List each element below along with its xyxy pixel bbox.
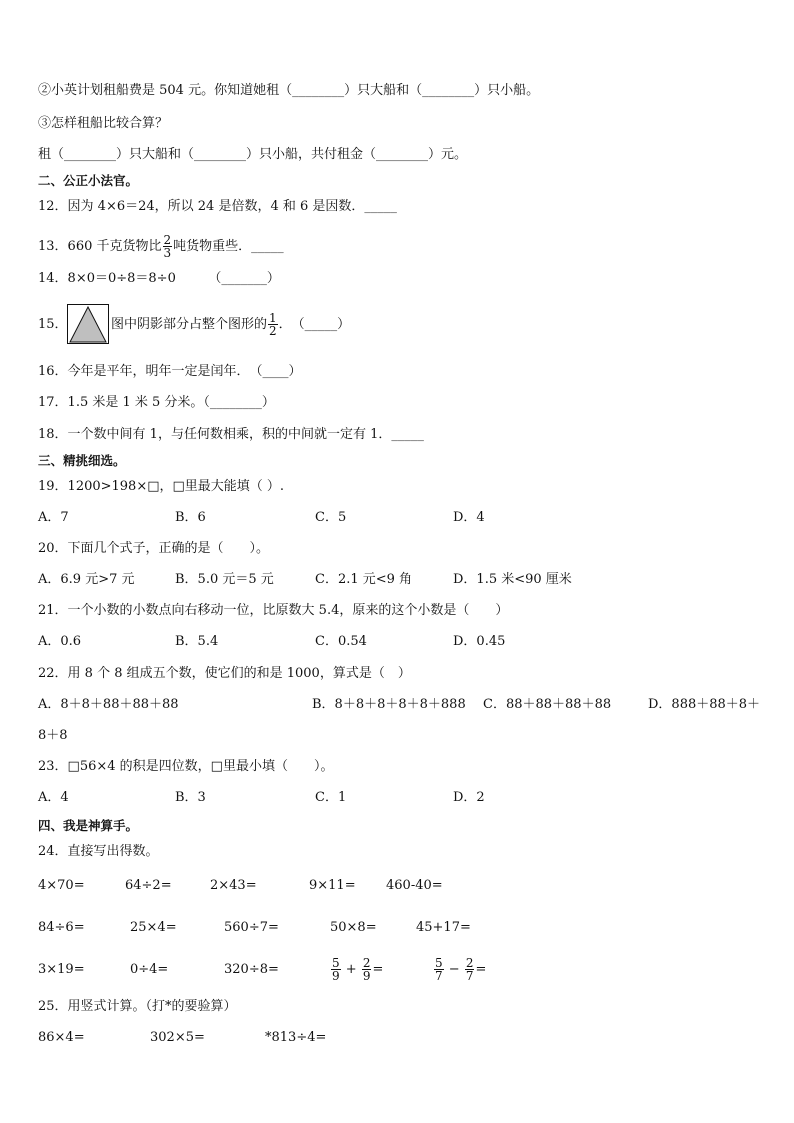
denominator: 7 — [435, 969, 443, 983]
q20-option-a: A．6.9 元>7 元 — [38, 572, 135, 587]
q11-part3: ③怎样租船比较合算？ — [38, 116, 169, 131]
q22-option-a: A．8＋8＋88＋88＋88 — [38, 697, 179, 712]
section-4-title: 四、我是神算手。 — [38, 818, 139, 833]
q25-item: 86×4= — [38, 1030, 85, 1045]
q13-fraction — [163, 234, 173, 259]
numerator: 5 — [435, 956, 443, 970]
denominator: 7 — [465, 969, 474, 983]
q23-option-c: C．1 — [315, 790, 347, 805]
q24-item: 50×8= — [330, 920, 377, 935]
q23-option-a: A．4 — [38, 790, 69, 805]
q15-num: 1 — [269, 311, 277, 325]
q21-option-b: B．5.4 — [175, 634, 219, 649]
q25-item: *813÷4= — [265, 1030, 327, 1045]
q24-item: 64÷2= — [125, 878, 172, 893]
q21: 21．一个小数的小数点向右移动一位，比原数大 5.4，原来的这个小数是（ ） — [38, 603, 509, 618]
q21-option-a: A．0.6 — [38, 634, 82, 649]
q24-item: 9×11= — [309, 878, 356, 893]
q25-item: 302×5= — [150, 1030, 205, 1045]
q25: 25．用竖式计算。（打*的要验算） — [38, 999, 237, 1014]
operator: + — [345, 962, 357, 977]
shaded-triangle-icon — [68, 305, 108, 343]
q20-option-c: C．2.1 元<9 角 — [315, 572, 413, 587]
q15-text — [111, 310, 350, 340]
q14: 14．8×0＝0÷8＝8÷0 （_______） — [38, 271, 280, 286]
denominator: 9 — [362, 969, 371, 983]
q11-part3-answer: 租（________）只大船和（________）只小船，共付租金（________）元。 — [38, 147, 468, 162]
q13-pre: 13．660 千克货物比 — [38, 239, 162, 254]
q23: 23．□56×4 的积是四位数，□里最小填（ ）。 — [38, 759, 334, 774]
q24-item: 460-40= — [386, 878, 443, 893]
q19-option-d: D．4 — [453, 510, 485, 525]
q24-item: 25×4= — [130, 920, 177, 935]
q21-option-d: D．0.45 — [453, 634, 506, 649]
q13-den: 3 — [163, 246, 172, 260]
q15-fraction — [268, 312, 278, 337]
q24-item: 4×70= — [38, 878, 85, 893]
q13-post: 吨货物重些．_____ — [173, 239, 284, 254]
section-2-title: 二、公正小法官。 — [38, 173, 139, 188]
q21-option-c: C．0.54 — [315, 634, 367, 649]
q16: 16．今年是平年，明年一定是闰年． （____） — [38, 364, 302, 379]
q15-den: 2 — [269, 324, 277, 338]
q18: 18．一个数中间有 1，与任何数相乘，积的中间就一定有 1．_____ — [38, 427, 424, 442]
q20-option-d: D．1.5 米<90 厘米 — [453, 572, 572, 587]
fraction — [362, 957, 372, 982]
fraction — [434, 957, 444, 982]
q15-post: ． （_____） — [278, 317, 351, 332]
q17: 17．1.5 米是 1 米 5 分米。（________） — [38, 395, 275, 410]
numerator: 2 — [465, 956, 474, 970]
q24-item: 2×43= — [210, 878, 257, 893]
fraction — [331, 957, 341, 982]
q22-option-d: D．888＋88＋8＋ — [648, 697, 761, 712]
numerator: 5 — [332, 956, 340, 970]
q13 — [38, 234, 284, 259]
q24-fraction-sum — [330, 952, 383, 988]
q12: 12．因为 4×6＝24，所以 24 是倍数，4 和 6 是因数．_____ — [38, 199, 397, 214]
q15-mid: 图中阴影部分占整个图形的 — [111, 317, 268, 332]
operator: − — [448, 962, 460, 977]
section-3-title: 三、精挑细选。 — [38, 453, 126, 468]
q24-item: 0÷4= — [130, 962, 169, 977]
fraction — [465, 957, 475, 982]
q15-figure — [67, 304, 109, 344]
q15-number: 15． — [38, 317, 68, 332]
q11-part2: ②小英计划租船费是 504 元。你知道她租（________）只大船和（________）只小船。 — [38, 83, 540, 98]
q19-option-a: A．7 — [38, 510, 69, 525]
q24-item: 84÷6= — [38, 920, 85, 935]
q20-option-b: B．5.0 元＝5 元 — [175, 572, 274, 587]
equals: = — [475, 962, 487, 977]
q22: 22．用 8 个 8 组成五个数，使它们的和是 1000，算式是（ ） — [38, 666, 411, 681]
equals: = — [372, 962, 384, 977]
q24-fraction-diff — [433, 952, 486, 988]
q13-num: 2 — [163, 233, 172, 247]
q19-option-b: B．6 — [175, 510, 206, 525]
q22-option-d-cont: 8＋8 — [38, 728, 68, 743]
denominator: 9 — [332, 969, 340, 983]
q24-item: 3×19= — [38, 962, 85, 977]
q24: 24．直接写出得数。 — [38, 844, 159, 859]
q22-option-b: B．8＋8＋8＋8＋8＋888 — [312, 697, 466, 712]
q19-option-c: C．5 — [315, 510, 347, 525]
q24-item: 320÷8= — [224, 962, 279, 977]
q23-option-d: D．2 — [453, 790, 485, 805]
q22-option-c: C．88＋88＋88＋88 — [483, 697, 612, 712]
q24-item: 560÷7= — [224, 920, 279, 935]
q24-item: 45+17= — [416, 920, 471, 935]
q20: 20．下面几个式子，正确的是（ ）。 — [38, 541, 270, 556]
q19: 19．1200>198×□，□里最大能填（ ）. — [38, 479, 285, 494]
q23-option-b: B．3 — [175, 790, 206, 805]
numerator: 2 — [362, 956, 371, 970]
